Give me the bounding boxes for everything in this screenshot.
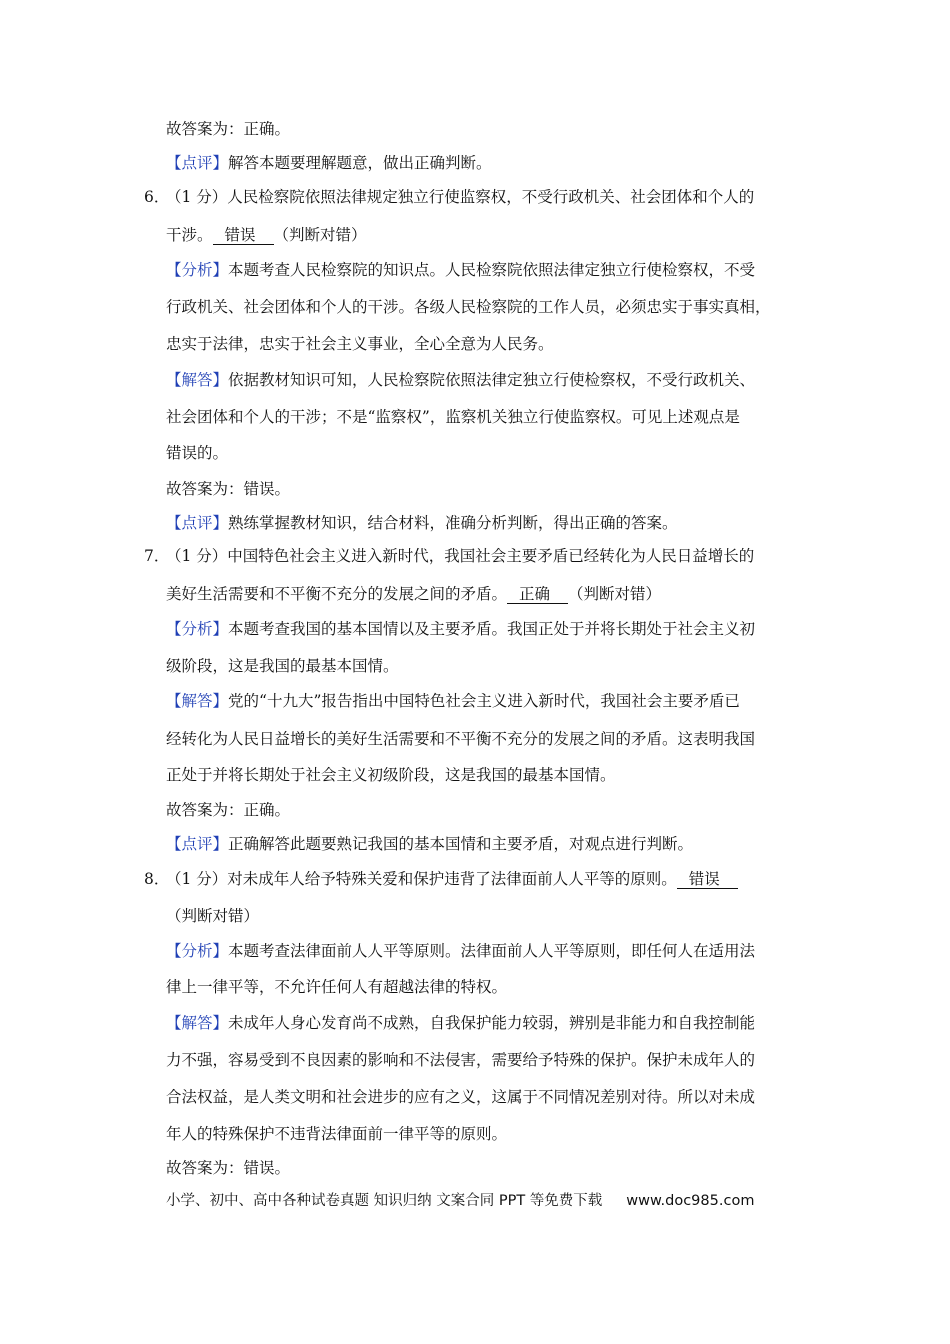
comment-text: 解答本题要理解题意，做出正确判断。 (228, 154, 492, 172)
q6-analysis-line3: 忠实于法律，忠实于社会主义事业，全心全意为人民务。 (166, 335, 554, 353)
q6-stem-line1: （1 分）人民检察院依照法律规定独立行使监察权，不受行政机关、社会团体和个人的 (166, 188, 755, 206)
q8-solution-line3: 合法权益，是人类文明和社会进步的应有之义，这属于不同情况差别对待。所以对未成 (166, 1088, 756, 1106)
footer-text: 小学、初中、高中各种试卷真题 知识归纳 文案合同 PPT 等免费下载 (166, 1193, 603, 1209)
q7-analysis (166, 619, 755, 639)
q6-stem-line2 (166, 225, 367, 245)
analysis-text: 本题考查我国的基本国情以及主要矛盾。我国正处于并将长期处于社会主义初 (228, 620, 756, 638)
footer-url-link[interactable]: www.doc985.com (626, 1193, 755, 1209)
q7-final-answer: 故答案为：正确。 (166, 801, 291, 819)
q6-solution-line2: 社会团体和个人的干涉；不是“监察权”，监察机关独立行使监察权。可见上述观点是 (166, 408, 740, 426)
q8-solution-line4: 年人的特殊保护不违背法律面前一律平等的原则。 (166, 1125, 508, 1143)
judge-hint: （判断对错） (273, 226, 367, 244)
q6-comment (166, 513, 678, 533)
q8-analysis-line2: 律上一律平等，不允许任何人有超越法律的特权。 (166, 978, 508, 996)
q7-comment (166, 834, 693, 854)
q7-number: 7． (144, 547, 170, 565)
analysis-tag: 【分析】 (166, 942, 229, 960)
comment-text: 正确解答此题要熟记我国的基本国情和主要矛盾，对观点进行判断。 (228, 835, 694, 853)
stem-text: 美好生活需要和不平衡不充分的发展之间的矛盾。 (166, 585, 508, 603)
q6-solution-line3: 错误的。 (166, 444, 229, 462)
q6-number: 6． (144, 188, 170, 206)
comment-tag: 【点评】 (166, 835, 229, 853)
solution-text: 依据教材知识可知，人民检察院依照法律定独立行使检察权，不受行政机关、 (228, 371, 756, 389)
q6-solution (166, 370, 755, 390)
q8-number: 8． (144, 870, 170, 888)
stem-text: 干涉。 (166, 226, 213, 244)
analysis-text: 本题考查人民检察院的知识点。人民检察院依照法律定独立行使检察权，不受 (228, 261, 756, 279)
solution-tag: 【解答】 (166, 1014, 229, 1032)
answer-blank: 正确 (507, 585, 568, 604)
page-footer (166, 1191, 754, 1211)
solution-text: 党的“十九大”报告指出中国特色社会主义进入新时代，我国社会主要矛盾已 (228, 692, 740, 710)
q8-solution (166, 1013, 755, 1033)
solution-tag: 【解答】 (166, 371, 229, 389)
q7-analysis-line2: 级阶段，这是我国的最基本国情。 (166, 657, 399, 675)
analysis-text: 本题考查法律面前人人平等原则。法律面前人人平等原则，即任何人在适用法 (228, 942, 756, 960)
comment-text: 熟练掌握教材知识，结合材料，准确分析判断，得出正确的答案。 (228, 514, 678, 532)
solution-tag: 【解答】 (166, 692, 229, 710)
comment-tag: 【点评】 (166, 154, 229, 172)
q8-solution-line2: 力不强，容易受到不良因素的影响和不法侵害，需要给予特殊的保护。保护未成年人的 (166, 1051, 756, 1069)
q8-analysis (166, 941, 755, 961)
q8-final-answer: 故答案为：错误。 (166, 1159, 291, 1177)
q5-comment (166, 153, 492, 173)
q7-solution-line3: 正处于并将长期处于社会主义初级阶段，这是我国的最基本国情。 (166, 766, 616, 784)
q7-solution-line2: 经转化为人民日益增长的美好生活需要和不平衡不充分的发展之间的矛盾。这表明我国 (166, 730, 756, 748)
q6-analysis-line2: 行政机关、社会团体和个人的干涉。各级人民检察院的工作人员，必须忠实于事实真相， (166, 298, 771, 316)
stem-text: （1 分）对未成年人给予特殊关爱和保护违背了法律面前人人平等的原则。 (166, 870, 677, 888)
q6-analysis (166, 260, 755, 280)
q7-stem-line2 (166, 584, 661, 604)
judge-hint: （判断对错） (568, 585, 662, 603)
answer-blank: 错误 (213, 226, 274, 245)
q8-stem-line1 (166, 869, 738, 889)
q8-judge-hint: （判断对错） (166, 907, 260, 925)
q5-final-answer: 故答案为：正确。 (166, 120, 291, 138)
analysis-tag: 【分析】 (166, 620, 229, 638)
comment-tag: 【点评】 (166, 514, 229, 532)
answer-blank: 错误 (677, 870, 738, 889)
solution-text: 未成年人身心发育尚不成熟，自我保护能力较弱，辨别是非能力和自我控制能 (228, 1014, 756, 1032)
q7-stem-line1: （1 分）中国特色社会主义进入新时代，我国社会主要矛盾已经转化为人民日益增长的 (166, 547, 755, 565)
analysis-tag: 【分析】 (166, 261, 229, 279)
q6-final-answer: 故答案为：错误。 (166, 480, 291, 498)
q7-solution (166, 691, 740, 711)
